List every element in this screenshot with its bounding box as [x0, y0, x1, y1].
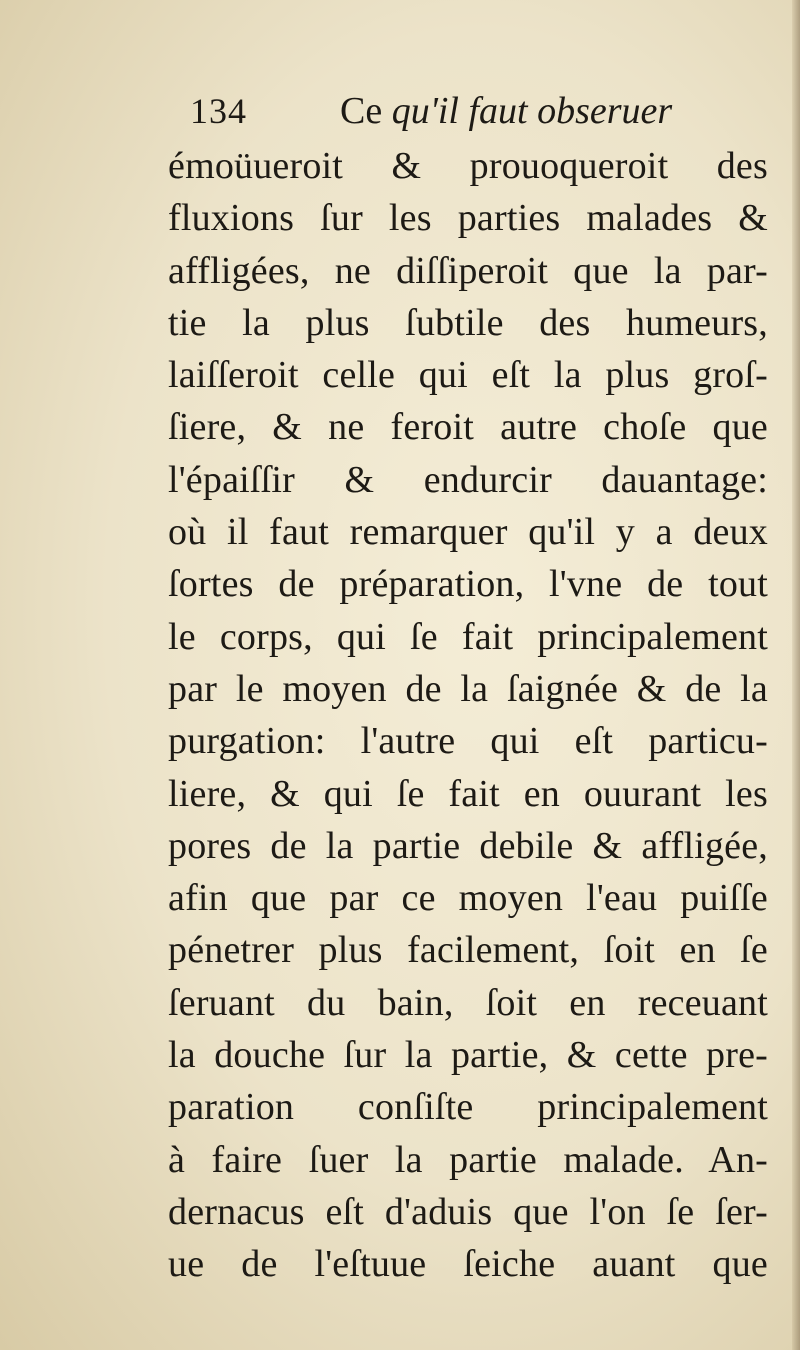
text-line: la douche ſur la partie, & cette pre-: [168, 1034, 768, 1077]
page-number: 134: [190, 91, 247, 131]
text-line: ſiere, & ne feroit autre choſe que: [168, 406, 768, 449]
text-line: ue de l'eſtuue ſeiche auant que: [168, 1243, 768, 1286]
text-line: ſeruant du bain, ſoit en receuant: [168, 981, 768, 1024]
text-line: afin que par ce moyen l'eau puiſſe: [168, 877, 768, 920]
text-line: émoüueroit & prouoqueroit des: [168, 145, 768, 187]
running-head-roman: Ce: [340, 90, 383, 132]
text-line: dernacus eſt d'aduis que l'on ſe ſer-: [168, 1190, 768, 1233]
text-line: affligées, ne diſſiperoit que la par-: [168, 249, 768, 292]
page-edge: [792, 0, 800, 1350]
text-line: fluxions ſur les parties malades &: [168, 197, 768, 240]
text-line: par le moyen de la ſaignée & de la: [168, 667, 768, 710]
text-line: l'épaiſſir & endurcir dauantage:: [168, 458, 768, 501]
running-head-italic: qu'il faut obseruer: [391, 90, 673, 132]
text-line: liere, & qui ſe fait en ouurant les: [168, 772, 768, 815]
text-line: purgation: l'autre qui eſt particu-: [168, 720, 768, 763]
text-line: tie la plus ſubtile des humeurs,: [168, 301, 768, 344]
text-line: pénetrer plus facilement, ſoit en ſe: [168, 929, 768, 972]
text-line: le corps, qui ſe fait principalement: [168, 615, 768, 658]
text-line: à faire ſuer la partie malade. An-: [168, 1138, 768, 1181]
text-line: laiſſeroit celle qui eſt la plus groſ-: [168, 354, 768, 397]
page-header: [190, 86, 750, 136]
running-head: [340, 86, 672, 136]
text-line: où il faut remarquer qu'il y a deux: [168, 511, 768, 554]
text-line: paration conſiſte principalement: [168, 1086, 768, 1129]
text-line: pores de la partie debile & affligée,: [168, 824, 768, 867]
body-text: [168, 140, 768, 1291]
text-line: ſortes de préparation, l'vne de tout: [168, 563, 768, 606]
